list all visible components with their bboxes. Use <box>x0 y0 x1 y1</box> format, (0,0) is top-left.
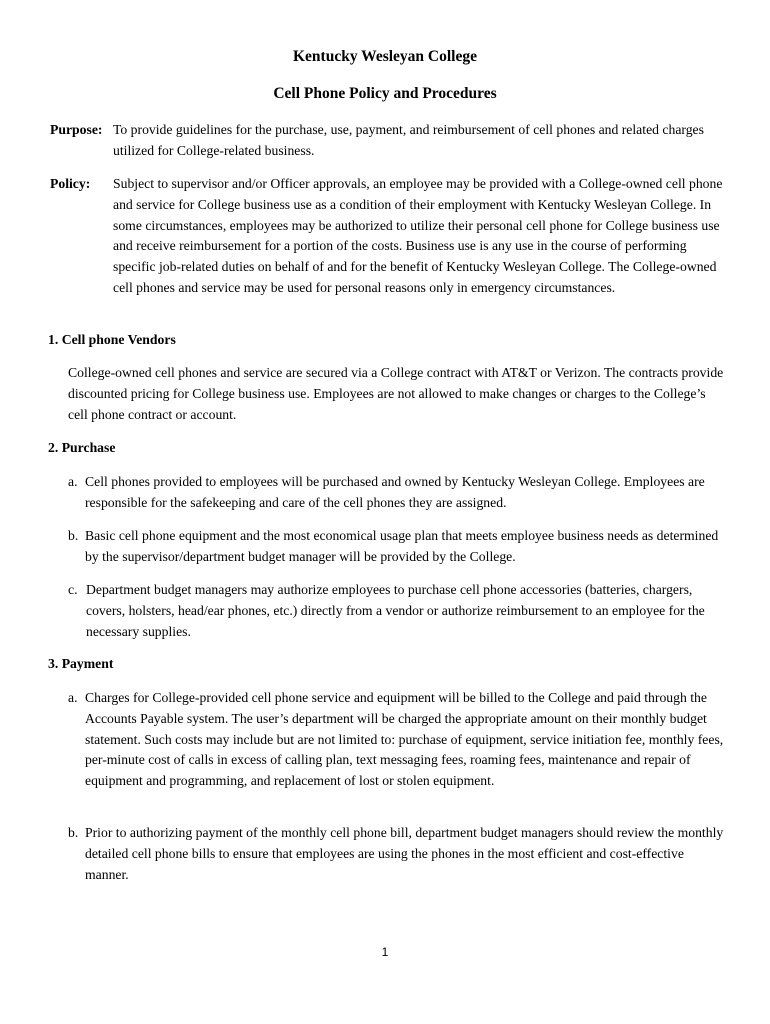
list-marker: b. <box>68 825 79 840</box>
list-item-text: Prior to authorizing payment of the monthly cell phone bill, department budget managers should review the monthly detailed cell phone bills to ensure that employees are using the phones in the most efficient and cost-effective manner. <box>85 825 724 882</box>
list-item-text: Department budget managers may authorize employees to purchase cell phone accessories (batteries, chargers, covers, holsters, head/ear phones, etc.) directly from a vendor or authorize reimbursement to an employee for the necessary supplies. <box>86 582 705 639</box>
page-number: 1 <box>381 945 389 959</box>
policy-title: Cell Phone Policy and Procedures <box>273 85 497 102</box>
list-marker: c. <box>68 582 78 597</box>
policy-label: Policy: <box>50 176 91 191</box>
list-marker: b. <box>68 528 79 543</box>
section-heading-vendors: 1. Cell phone Vendors <box>48 332 176 347</box>
section-heading-purchase: 2. Purchase <box>48 440 116 455</box>
list-marker: a. <box>68 474 78 489</box>
policy-text: Subject to supervisor and/or Officer approvals, an employee may be provided with a College-owned cell phone and service for College business use as a condition of their employment with Kentucky Wesleyan College. In some circumstances, employees may be authorized to utilize their personal cell phone for College business use and receive reimbursement for a portion of the costs. Business use is any use in the course of performing specific job-related duties on behalf of and for the benefit of Kentucky Wesleyan College. The College-owned cell phones and service may be used for personal reasons only in emergency circumstances. <box>113 176 723 295</box>
college-title: Kentucky Wesleyan College <box>293 48 477 65</box>
list-item-text: Charges for College-provided cell phone service and equipment will be billed to the College and paid through the Accounts Payable system. The user’s department will be charged the appropriate amount on their monthly budget statement. Such costs may include but are not limited to: purchase of equipment, service initiation fee, monthly fees, per-minute cost of calls in excess of calling plan, text messaging fees, roaming fees, maintenance and repair of equipment and programming, and replacement of lost or stolen equipment. <box>85 690 724 789</box>
purpose-label: Purpose: <box>50 122 103 137</box>
vendors-paragraph: College-owned cell phones and service are secured via a College contract with AT&T or Verizon. The contracts provide discounted pricing for College business use. Employees are not allowed to make changes or charges to the College’s cell phone contract or account. <box>68 365 724 422</box>
list-item-text: Basic cell phone equipment and the most economical usage plan that meets employee business needs as determined by the supervisor/department budget manager will be provided by the College. <box>85 528 719 564</box>
section-heading-payment: 3. Payment <box>48 656 114 671</box>
list-marker: a. <box>68 690 78 705</box>
list-item-text: Cell phones provided to employees will be purchased and owned by Kentucky Wesleyan College. Employees are responsible for the safekeeping and care of the cell phones they are assigned. <box>85 474 705 510</box>
purpose-text: To provide guidelines for the purchase, use, payment, and reimbursement of cell phones and related charges utilized for College-related business. <box>113 122 704 158</box>
